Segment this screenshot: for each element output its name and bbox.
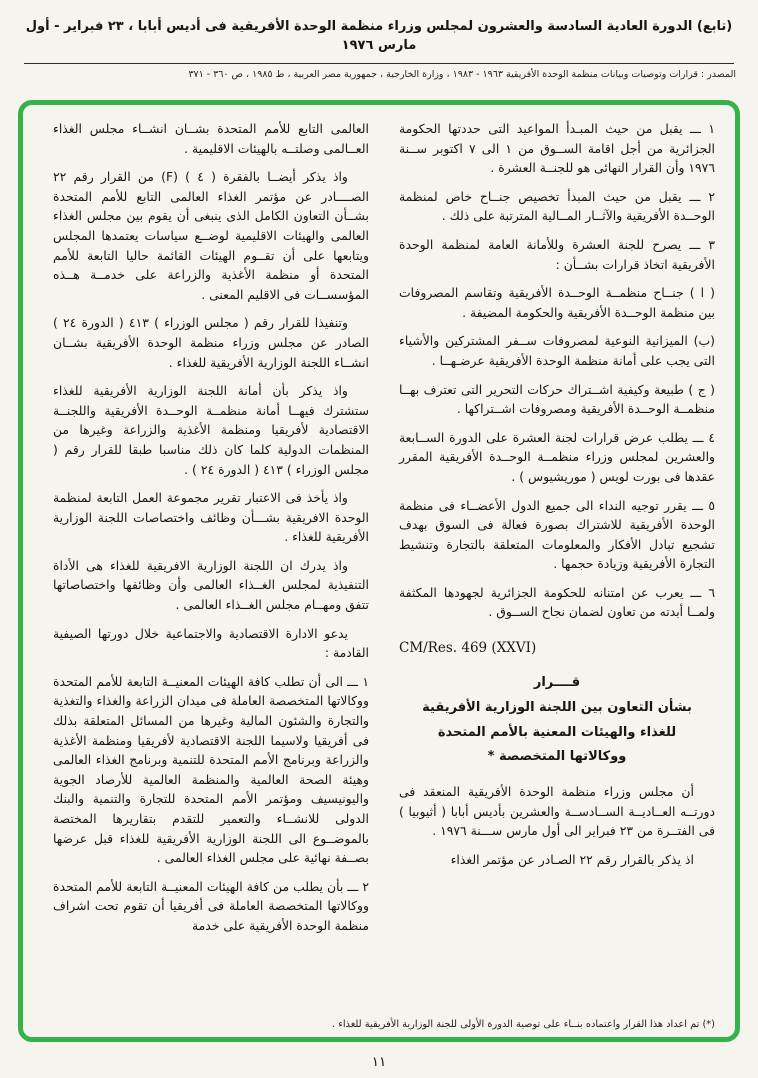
content-frame: [18, 100, 740, 1042]
numbered-item-6: ٦ ـــ يعرب عن امتنانه للحكومة الجزائرية لجهودها المكثفة ولمــا أبدته من تعاون لضمان نجاح الســوق .: [399, 584, 715, 620]
operative-item-2: ٢ ـــ بأن يطلب من كافة الهيئات المعنيــة التابعة للأمم المتحدة ووكالاتها المتخصصة العاملة فى أفريقيا أن تقوم تحت اشراف منظمة الوحدة الأفريقية على خدمة: [53, 878, 369, 933]
numbered-item-2: ٢ ـــ يقبل من حيث المبدأ تخصيص جنــاح خاص لمنظمة الوحــدة الأفريقية والآثــار المــالية المترتبة على ذلك .: [399, 188, 715, 224]
sub-item-b: (ب) الميزانية النوعية لمصروفات ســفر المشتركين والأشياء التى يجب على أمانة منظمة الوحدة الأفريقية عرضـهــا .: [399, 333, 715, 368]
resolution-title-line-3: ووكالاتها المتخصصة *: [487, 749, 627, 765]
header-divider: [24, 63, 734, 64]
recital-paragraph-2: وتنفيذا للقرار رقم ( مجلس الوزراء ) ٤١٣ ( الدورة ٢٤ ) الصادر عن مجلس وزراء منظمة الوحدة الأفريقية بشــان انشــاء اللجنة الوزارية الأفريقية للغذاء .: [53, 315, 369, 370]
resolution-number: CM/Res. 469 (XXVI): [399, 640, 537, 657]
two-column-text: [43, 119, 715, 991]
resolution-title-word: قــــرار: [533, 675, 581, 691]
operative-lead-paragraph: يدعو الادارة الاقتصادية والاجتماعية خلال دورتها الصيفية القادمة :: [53, 625, 369, 661]
resolution-recital-start: اذ يذكر بالقرار رقم ٢٢ الصـادر عن مؤتمر الغذاء: [450, 851, 694, 867]
resolution-title: [399, 671, 715, 770]
resolution-title-line-2: للغذاء والهيئات المعنية بالأمم المتحدة: [437, 724, 677, 740]
recital-paragraph-4: واذ يأخذ فى الاعتبار تقرير مجموعة العمل التابعة لمنظمة الوحدة الافريقية بشـــأن وظائف واختصاصات اللجنة الوزارية الأفريقية للغذاء .: [53, 490, 369, 545]
right-column: [399, 119, 715, 991]
numbered-item-3: ٣ ـــ يصرح للجنة العشرة وللأمانة العامة لمنظمة الوحدة الأفريقية اتخاذ قرارات بشــأن :: [399, 236, 715, 272]
sub-item-a: ( ا ) جنــاح منظمــة الوحــدة الأفريقية وتقاسم المصروفات بين منظمة الوحــدة الأفريقية والحكومة المضيفة .: [399, 285, 715, 320]
session-title: (تابع) الدورة العادية السادسة والعشرون لمجلس وزراء منظمة الوحدة الأفريقية فى أديس أبابا ، ٢٣ فبراير - أول مارس ١٩٧٦: [25, 19, 733, 53]
resolution-title-line-1: بشأن التعاون بين اللجنة الوزارية الأفريقية: [422, 700, 692, 716]
footnote: (*) تم اعداد هذا القرار واعتماده بنــاء على توصية الدورة الأولى للجنة الوزارية الأفريقية للغذاء .: [332, 1019, 715, 1030]
numbered-item-5: ٥ ـــ يقرر توجيه النداء الى جميع الدول الأعضــاء فى منظمة الوحدة الأفريقية للاشتراك بصورة فعالة فى السوق بهدف تشجيع تبادل الأفكار والمعلومات المتعلقة بالتجارة وتنشيط التجارة الأفريقية وزيادة حجمها .: [399, 497, 715, 572]
numbered-item-1: ١ ـــ يقبل من حيث المبـدأ المواعيد التى حددتها الحكومة الجزائرية من أجل اقامة الســوق من ١ الى ٧ اكتوبر ســنة ١٩٧٦ وأن القرار النهائى هو للجنــة العشرة .: [399, 121, 715, 176]
recital-paragraph-3: واذ يذكر بأن أمانة اللجنة الوزارية الأفريقية للغذاء ستشترك فيهــا أمانة منظمــة الوحــدة الأفريقية واللجنــة الاقتصادية لأفريقيا ومنظمة الأغذية والزراعة وغيرها من المنظمات الدولية كلما كان ذلك مناسبا طبقا للقرار رقم ( مجلس الوزراء ) ٤١٣ ( الدورة ٢٤ ) .: [53, 383, 369, 477]
numbered-item-4: ٤ ـــ يطلب عرض قرارات لجنة العشرة على الدورة الســابعة والعشرين لمجلس وزراء منظمــة الوحــدة الأفريقية المقرر عقدها فى بورت لويس ( موريشيوس ) .: [399, 429, 715, 484]
continuation-paragraph: العالمى التابع للأمم المتحدة بشــان انشــاء مجلس الغذاء العــالمى وصلتــه بالهيئات الاقليمية .: [53, 121, 369, 156]
recital-paragraph-1: واذ يذكر أيضــا بالفقرة ( ٤ ) (F) من القرار رقم ٢٢ الصــــادر عن مؤتمر الغذاء العالمى التابع للأمم المتحدة بشــأن التعاون الكامل الذى ينبغى أن يقوم بين مجلس الغذاء العالمى والهيئات الاقليمية لوضــع سياسات يعتمدها المجلس ويتابعها على أن تقــوم الهيئات القائمة حاليا التابعة للأمم المتحدة أو منظمة الأغذية والزراعة على خدمــة هــذه المؤسســات فى الاقليم المعنى .: [53, 169, 369, 302]
page-number: ١١: [371, 1054, 387, 1070]
recital-paragraph-5: واذ يدرك ان اللجنة الوزارية الافريقية للغذاء هى الأداة التنفيذية لمجلس الغــذاء العالمى وأن وظائفها واختصاصاتها تتفق ومهــام مجلس الغــذاء العالمى .: [53, 557, 369, 613]
operative-item-1: ١ ـــ الى أن تطلب كافة الهيئات المعنيــة التابعة للأمم المتحدة ووكالاتها المتخصصة العاملة فى ميدان الزراعة والغذاء والتغذية والتجارة والشئون المالية وغيرها من المسائل المتعلقة بذلك فى أفريقيا ولاسيما اللجنة الاقتصادية لأفريقيا ومنظمة الأغذية والزراعة وبرنامج الأمم المتحدة للتنمية وبرنامج الغذاء العالمى وهيئة الصحة العالمية والمنظمة العالمية للأرصاد الجوية واليونيسيف ومؤتمر الأمم المتحدة للتجارة والتنمية والبنك الدولى للانشــاء والتعمير للتقدم بتقاريرها المختصة بالموضــوع الى اللجنة الوزارية الأفريقية للغذاء قبل عرضها بصــفة نهائية على مجلس الغذاء العالمى .: [53, 673, 369, 866]
page-header: [22, 18, 736, 80]
left-column: [53, 119, 369, 991]
resolution-opening-paragraph: أن مجلس وزراء منظمة الوحدة الأفريقية المنعقد فى دورتــه العــاديــة الســادســة والعشرين بأديس أبابا ( أثيوبيا ) فى الفتــرة من ٢٣ فبراير الى أول مارس ســـنة ١٩٧٦ .: [399, 784, 715, 839]
source-line: المصدر : قرارات وتوصيات وبيانات منظمة الوحدة الأفريقية ١٩٦٣ - ١٩٨٣ ، وزارة الخارجية ، جمهورية مصر العربية ، ط ١٩٨٥ ، ص ٣٦٠ - ٣٧١: [188, 68, 736, 80]
sub-item-c: ( ج ) طبيعة وكيفية اشــتراك حركات التحرير التى تعترف بهــا منظمــة الوحــدة الأفريقية ومصروفات اشــتراكها .: [399, 381, 715, 417]
